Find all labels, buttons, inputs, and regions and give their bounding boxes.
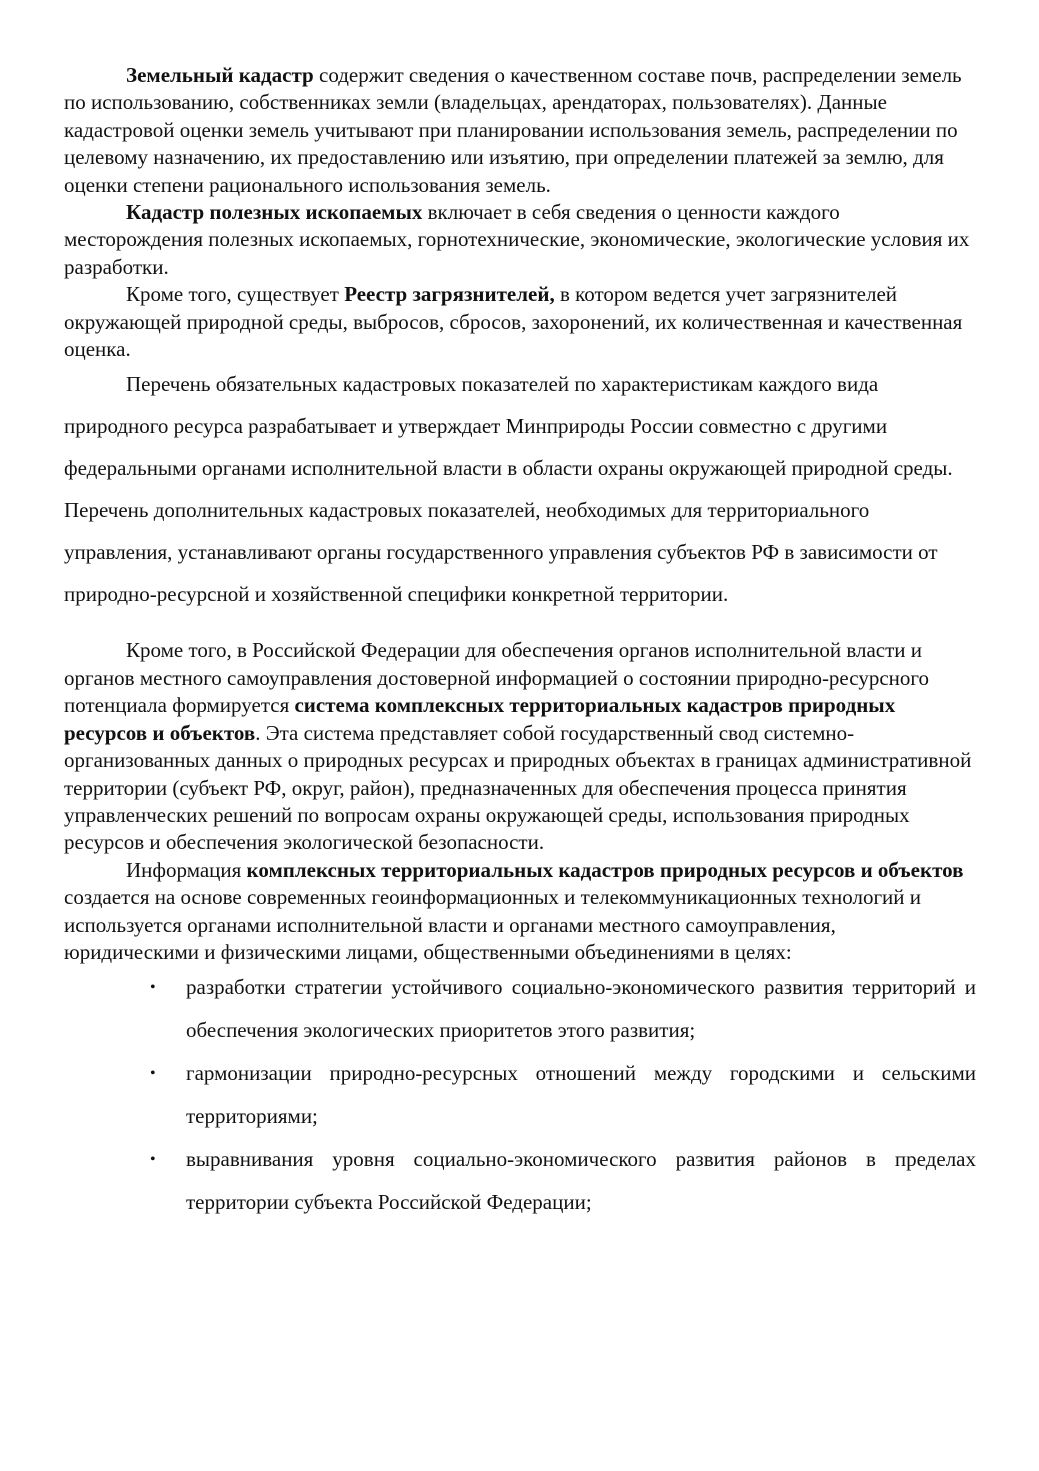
term-complex-cadastres-system: система комплексных территориальных кадастров природных ресурсов и объектов	[64, 693, 896, 745]
paragraph-cadastral-indicators	[64, 363, 976, 615]
list-item-text: выравнивания уровня социально-экономического развития районов в пределах территории субъекта Российской Федерации;	[186, 1147, 976, 1215]
paragraph-text: . Эта система представляет собой государственный свод системно-организованных данных о природных ресурсах и природных объектах в границах административной территории (субъект РФ, округ, район), предназначенных для обеспечения процесса принятия управленческих решений по вопросам охраны окружающей среды, использования природных ресурсов и обеспечения экологической безопасности.	[64, 720, 972, 855]
term-pollutants-registry: Реестр загрязнителей,	[344, 282, 555, 307]
paragraph-text: Перечень обязательных кадастровых показателей по характеристикам каждого вида природного ресурса разрабатывает и утверждает Минприроды России совместно с другими федеральными органами исполнительной власти в области охраны окружающей природной среды. Перечень дополнительных кадастровых показателей, необходимых для территориального управления, устанавливают органы государственного управления субъектов РФ в зависимости от природно-ресурсной и хозяйственной специфики конкретной территории.	[64, 372, 953, 607]
paragraph-minerals-cadastre	[64, 199, 976, 281]
paragraph-cadastres-information	[64, 857, 976, 967]
list-item-text: гармонизации природно-ресурсных отношений между городскими и сельскими территориями;	[186, 1061, 976, 1129]
list-item-text: разработки стратегии устойчивого социально-экономического развития территорий и обеспечения экологических приоритетов этого развития;	[186, 975, 976, 1043]
paragraph-text: Кроме того, в Российской Федерации для обеспечения органов исполнительной власти и органов местного самоуправления достоверной информацией о состоянии природно-ресурсного потенциала формируется	[64, 638, 929, 718]
term-land-cadastre: Земельный кадастр	[126, 63, 314, 87]
paragraph-complex-cadastres-system	[64, 637, 976, 856]
paragraph-text: создается на основе современных геоинформационных и телекоммуникационных технологий и используется органами исполнительной власти и органами местного самоуправления, юридическими и физическими лицами, общественными объединениями в целях:	[64, 885, 922, 964]
paragraph-text: содержит сведения о качественном составе почв, распределении земель по использованию, собственниках земли (владельцах, арендаторах, пользователях). Данные кадастровой оценки земель учитывают при планировании использования земель, распределении по целевому назначению, их предоставлению или изъятию, при определении платежей за землю, для оценки степени рационального использования земель.	[64, 63, 962, 197]
list-item	[150, 1138, 976, 1224]
purposes-list	[64, 966, 976, 1224]
document-page	[64, 62, 976, 1224]
paragraph-land-cadastre	[64, 62, 976, 199]
bullet-icon: •	[150, 1151, 156, 1169]
paragraph-text: Информация	[126, 857, 247, 882]
paragraph-text: в котором ведется учет загрязнителей окружающей природной среды, выбросов, сбросов, захоронений, их количественная и качественная оценка.	[64, 282, 963, 362]
paragraph-pollutants-registry	[64, 281, 976, 363]
term-complex-cadastres: комплексных территориальных кадастров природных ресурсов и объектов	[246, 857, 964, 882]
list-item	[150, 966, 976, 1052]
paragraph-text: включает в себя сведения о ценности каждого месторождения полезных ископаемых, горнотехнические, экономические, экологические условия их разработки.	[64, 200, 970, 279]
bullet-icon: •	[150, 1065, 156, 1083]
term-minerals-cadastre: Кадастр полезных ископаемых	[126, 200, 423, 225]
list-item	[150, 1052, 976, 1138]
paragraph-text: Кроме того, существует	[126, 282, 345, 307]
bullet-icon: •	[150, 979, 156, 997]
